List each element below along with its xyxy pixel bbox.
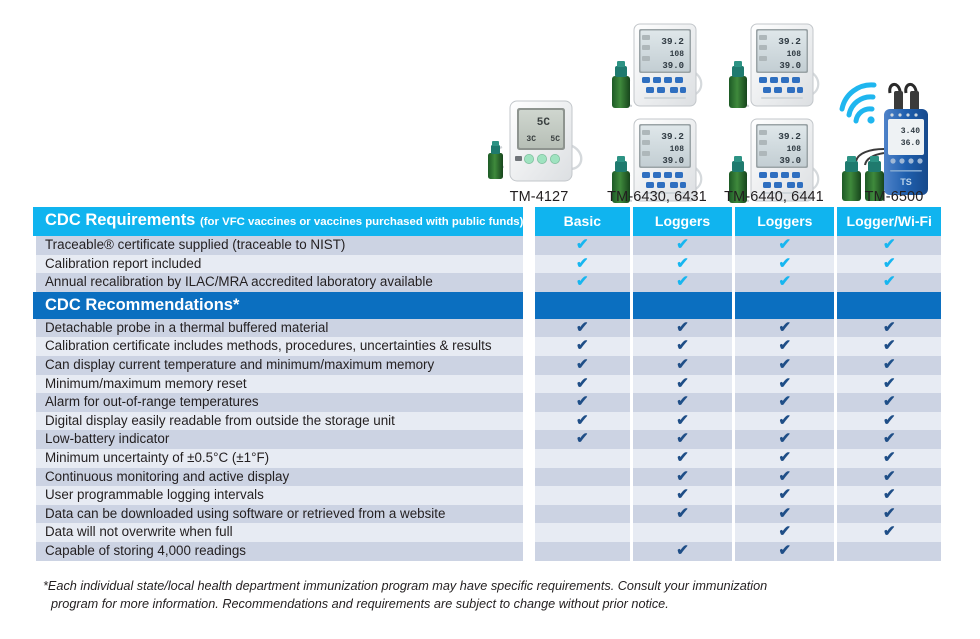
check-icon: ✔ — [676, 337, 689, 355]
check-icon: ✔ — [882, 254, 896, 272]
check-icon: ✔ — [778, 467, 792, 485]
check-icon: ✔ — [882, 448, 896, 466]
check-icon: ✔ — [576, 393, 589, 411]
svg-text:39.2: 39.2 — [661, 36, 684, 47]
check-icon: ✔ — [778, 374, 792, 392]
table-row — [33, 337, 941, 356]
row-label: Continuous monitoring and active display — [33, 468, 523, 487]
gutter — [523, 236, 531, 255]
svg-text:39.2: 39.2 — [778, 131, 801, 142]
table-row — [33, 412, 941, 431]
check-cell — [834, 523, 941, 542]
check-cell — [732, 542, 834, 561]
row-label: Data can be downloaded using software or retrieved from a website — [33, 505, 523, 524]
requirements-header-row — [33, 207, 941, 236]
check-cell — [732, 430, 834, 449]
check-cell — [732, 523, 834, 542]
gutter — [523, 375, 531, 394]
check-cell — [532, 542, 630, 561]
check-icon: ✔ — [676, 374, 689, 392]
check-cell — [834, 356, 941, 375]
product-label: TM-4127 — [509, 189, 569, 205]
table-row — [33, 255, 941, 274]
check-cell — [834, 468, 941, 487]
row-label: Traceable® certificate supplied (traceable to NIST) — [33, 236, 523, 255]
check-icon: ✔ — [676, 541, 689, 559]
check-icon: ✔ — [882, 393, 896, 411]
column-header-loggers-1: Loggers — [630, 207, 732, 236]
check-icon: ✔ — [778, 393, 792, 411]
check-cell — [630, 337, 732, 356]
check-icon: ✔ — [778, 254, 792, 272]
check-icon: ✔ — [676, 254, 689, 272]
svg-text:39.2: 39.2 — [661, 131, 684, 142]
svg-text:39.2: 39.2 — [778, 36, 801, 47]
check-icon: ✔ — [576, 337, 589, 355]
check-cell — [532, 523, 630, 542]
check-cell — [834, 412, 941, 431]
table-row — [33, 468, 941, 487]
check-icon: ✔ — [676, 504, 689, 522]
check-cell — [732, 412, 834, 431]
gutter — [523, 207, 531, 236]
tm-6440-6441-illustration — [715, 18, 833, 205]
check-cell — [732, 375, 834, 394]
row-label: User programmable logging intervals — [33, 486, 523, 505]
check-cell — [532, 375, 630, 394]
check-icon: ✔ — [778, 430, 792, 448]
row-label: Calibration certificate includes methods, procedures, uncertainties & results — [33, 337, 523, 356]
column-header-logger-wifi: Logger/Wi-Fi — [834, 207, 941, 236]
gutter — [523, 430, 531, 449]
row-label: Minimum/maximum memory reset — [33, 375, 523, 394]
check-cell — [834, 319, 941, 338]
gutter — [523, 255, 531, 274]
svg-text:108: 108 — [786, 145, 801, 154]
product-label: TM-6430, 6431 — [607, 189, 707, 205]
check-icon: ✔ — [778, 337, 792, 355]
check-cell — [732, 468, 834, 487]
gutter — [523, 356, 531, 375]
row-label: Calibration report included — [33, 255, 523, 274]
check-cell — [732, 319, 834, 338]
recommendations-header-row — [33, 292, 941, 319]
check-cell — [532, 449, 630, 468]
check-icon: ✔ — [778, 236, 792, 253]
gutter — [523, 337, 531, 356]
check-cell — [834, 542, 941, 561]
footnote-line-1: *Each individual state/local health department immunization program may have specific requirements. Consult your immunization — [43, 579, 768, 593]
check-cell — [834, 236, 941, 255]
check-cell — [532, 486, 630, 505]
table-row — [33, 236, 941, 255]
svg-text:TS: TS — [900, 177, 912, 187]
row-label: Minimum uncertainty of ±0.5°C (±1°F) — [33, 449, 523, 468]
check-icon: ✔ — [882, 504, 896, 522]
tm-6430-6431-illustration — [598, 18, 716, 205]
gutter — [523, 449, 531, 468]
svg-text:108: 108 — [669, 145, 684, 154]
check-icon: ✔ — [676, 486, 689, 504]
svg-text:5C: 5C — [550, 135, 560, 144]
check-cell — [834, 486, 941, 505]
svg-text:39.0: 39.0 — [779, 156, 801, 166]
table-row — [33, 505, 941, 524]
check-cell — [834, 393, 941, 412]
recommendations-title: CDC Recommendations* — [33, 292, 523, 319]
check-cell — [532, 393, 630, 412]
check-icon: ✔ — [882, 355, 896, 373]
check-cell — [532, 273, 630, 292]
check-icon: ✔ — [882, 411, 896, 429]
row-label: Alarm for out-of-range temperatures — [33, 393, 523, 412]
check-icon: ✔ — [778, 448, 792, 466]
check-icon: ✔ — [576, 318, 589, 336]
check-cell — [630, 375, 732, 394]
table-row — [33, 486, 941, 505]
check-icon: ✔ — [676, 448, 689, 466]
table-row — [33, 319, 941, 338]
svg-text:36.0: 36.0 — [900, 139, 920, 148]
check-icon: ✔ — [882, 430, 896, 448]
column-header-basic: Basic — [532, 207, 630, 236]
check-icon: ✔ — [882, 318, 896, 336]
check-icon: ✔ — [676, 355, 689, 373]
check-cell — [630, 255, 732, 274]
gutter — [523, 505, 531, 524]
check-cell — [630, 319, 732, 338]
requirements-title-cell — [33, 207, 523, 236]
product-label: TM-6500 — [864, 189, 924, 205]
check-cell — [732, 356, 834, 375]
check-cell — [732, 236, 834, 255]
wifi-icon — [842, 85, 875, 124]
recommendations-header-cell — [834, 292, 941, 319]
row-label: Annual recalibration by ILAC/MRA accredited laboratory available — [33, 273, 523, 292]
svg-text:108: 108 — [669, 50, 684, 59]
row-label: Can display current temperature and minimum/maximum memory — [33, 356, 523, 375]
check-cell — [732, 486, 834, 505]
gutter — [523, 523, 531, 542]
check-icon: ✔ — [676, 273, 689, 291]
check-cell — [630, 236, 732, 255]
check-icon: ✔ — [676, 467, 689, 485]
tm-6500-illustration — [832, 75, 956, 205]
row-label: Capable of storing 4,000 readings — [33, 542, 523, 561]
product-tm-6430-6431 — [598, 18, 716, 205]
check-icon: ✔ — [778, 318, 792, 336]
table-body — [33, 207, 941, 561]
check-icon: ✔ — [882, 273, 896, 291]
svg-text:39.0: 39.0 — [662, 156, 684, 166]
product-tm-6440-6441 — [715, 18, 833, 205]
check-icon: ✔ — [676, 411, 689, 429]
check-cell — [630, 523, 732, 542]
check-icon: ✔ — [882, 236, 896, 253]
check-cell — [732, 505, 834, 524]
product-label: TM-6440, 6441 — [724, 189, 824, 205]
check-icon: ✔ — [882, 523, 896, 541]
check-icon: ✔ — [778, 504, 792, 522]
check-cell — [834, 375, 941, 394]
svg-text:108: 108 — [786, 50, 801, 59]
check-cell — [630, 393, 732, 412]
check-cell — [834, 449, 941, 468]
check-cell — [532, 430, 630, 449]
row-label: Digital display easily readable from outside the storage unit — [33, 412, 523, 431]
check-icon: ✔ — [576, 273, 589, 291]
gutter — [523, 393, 531, 412]
check-cell — [532, 356, 630, 375]
check-icon: ✔ — [778, 486, 792, 504]
gutter — [523, 486, 531, 505]
check-icon: ✔ — [576, 254, 589, 272]
check-icon: ✔ — [778, 355, 792, 373]
table-row — [33, 430, 941, 449]
check-cell — [630, 412, 732, 431]
svg-text:3.40: 3.40 — [900, 127, 920, 136]
gutter — [523, 412, 531, 431]
svg-text:39.0: 39.0 — [779, 61, 801, 71]
table-row — [33, 393, 941, 412]
check-icon: ✔ — [882, 486, 896, 504]
check-cell — [630, 505, 732, 524]
check-cell — [732, 393, 834, 412]
check-cell — [732, 273, 834, 292]
table-row — [33, 449, 941, 468]
recommendations-header-cell — [732, 292, 834, 319]
table-row — [33, 375, 941, 394]
check-cell — [532, 412, 630, 431]
row-label: Detachable probe in a thermal buffered material — [33, 319, 523, 338]
check-icon: ✔ — [676, 236, 689, 253]
check-icon: ✔ — [576, 355, 589, 373]
check-cell — [630, 430, 732, 449]
check-icon: ✔ — [882, 467, 896, 485]
check-cell — [630, 273, 732, 292]
check-icon: ✔ — [882, 374, 896, 392]
check-cell — [630, 356, 732, 375]
check-cell — [834, 505, 941, 524]
svg-text:3C: 3C — [526, 135, 536, 144]
check-cell — [532, 505, 630, 524]
gutter — [523, 292, 531, 319]
check-cell — [630, 486, 732, 505]
check-icon: ✔ — [576, 236, 589, 253]
check-icon: ✔ — [676, 318, 689, 336]
table-row — [33, 523, 941, 542]
column-header-loggers-2: Loggers — [732, 207, 834, 236]
row-label: Low-battery indicator — [33, 430, 523, 449]
gutter — [523, 468, 531, 487]
table-row — [33, 273, 941, 292]
gutter — [523, 319, 531, 338]
check-cell — [630, 542, 732, 561]
check-cell — [532, 236, 630, 255]
product-tm-4127 — [484, 95, 594, 205]
check-cell — [834, 430, 941, 449]
check-cell — [732, 337, 834, 356]
footnote-line-2: program for more information. Recommendations and requirements are subject to change without prior notice. — [51, 596, 669, 611]
check-cell — [732, 255, 834, 274]
check-cell — [532, 468, 630, 487]
check-cell — [834, 337, 941, 356]
check-icon: ✔ — [882, 337, 896, 355]
svg-text:5C: 5C — [536, 117, 550, 129]
table-row — [33, 356, 941, 375]
check-cell — [630, 449, 732, 468]
recommendations-header-cell — [532, 292, 630, 319]
check-icon: ✔ — [576, 374, 589, 392]
check-cell — [532, 337, 630, 356]
product-image-strip — [0, 0, 980, 205]
table-row — [33, 542, 941, 561]
check-icon: ✔ — [778, 523, 792, 541]
requirements-subtitle: (for VFC vaccines or vaccines purchased with public funds) — [199, 216, 524, 228]
check-icon: ✔ — [778, 273, 792, 291]
check-icon: ✔ — [576, 430, 589, 448]
gutter — [523, 542, 531, 561]
check-cell — [532, 255, 630, 274]
check-cell — [732, 449, 834, 468]
check-icon: ✔ — [778, 411, 792, 429]
check-cell — [630, 468, 732, 487]
cdc-comparison-table — [33, 207, 941, 561]
check-icon: ✔ — [778, 541, 792, 559]
check-icon: ✔ — [676, 393, 689, 411]
recommendations-header-cell — [630, 292, 732, 319]
check-icon: ✔ — [576, 411, 589, 429]
footnote — [43, 578, 923, 613]
check-icon: ✔ — [676, 430, 689, 448]
row-label: Data will not overwrite when full — [33, 523, 523, 542]
requirements-title: CDC Requirements — [45, 211, 196, 229]
product-tm-6500 — [832, 75, 956, 205]
svg-text:39.0: 39.0 — [662, 61, 684, 71]
check-cell — [834, 255, 941, 274]
gutter — [523, 273, 531, 292]
check-cell — [834, 273, 941, 292]
check-cell — [532, 319, 630, 338]
